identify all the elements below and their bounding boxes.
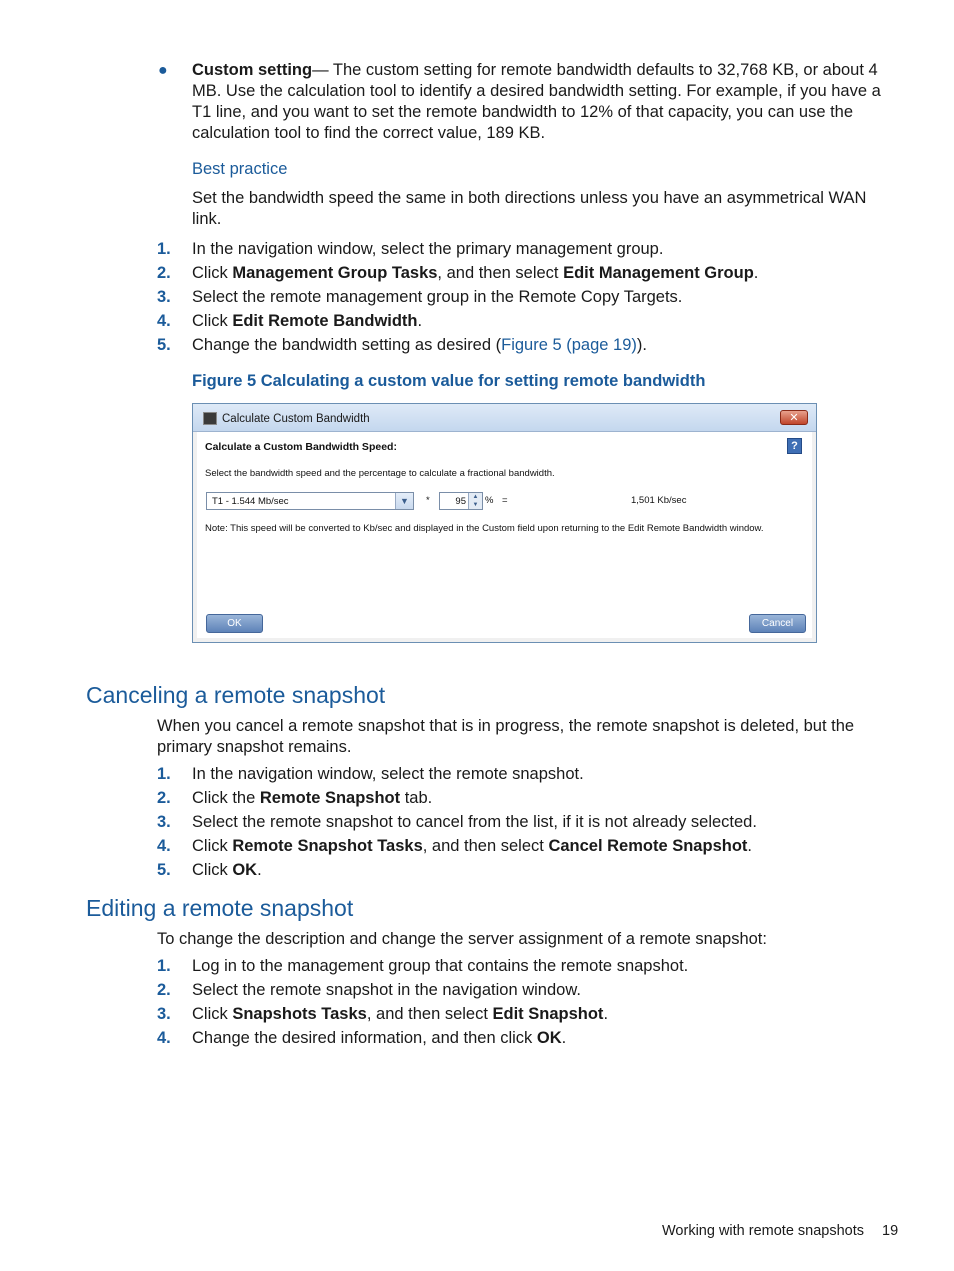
step-text-part: , and then select — [366, 1005, 493, 1023]
step-text-part: Change the desired information, and then click — [192, 1029, 537, 1047]
ui-term: Snapshots Tasks — [232, 1005, 367, 1023]
best-practice-text: Set the bandwidth speed the same in both directions unless you have an asymmetrical WAN link. — [192, 189, 867, 228]
figure-caption: Figure 5 Calculating a custom value for setting remote bandwidth — [192, 372, 706, 390]
bandwidth-speed-value: T1 - 1.544 Mb/sec — [212, 496, 289, 507]
spinner-arrows-icon[interactable]: ▲ ▼ — [468, 493, 482, 509]
canceling-steps-list — [157, 763, 897, 883]
step-text-part: In the navigation window, select the remote snapshot. — [192, 765, 584, 783]
step-text — [192, 1027, 566, 1049]
step-text — [192, 955, 688, 977]
chevron-down-icon[interactable]: ▼ — [395, 493, 413, 509]
step-text-part: Click — [192, 312, 233, 330]
step-text-part: Select the remote snapshot in the navigation window. — [192, 981, 581, 999]
step-text-part: . — [417, 312, 423, 330]
list-item — [157, 859, 897, 883]
list-item — [157, 1003, 897, 1027]
custom-setting-text: — The custom setting for remote bandwidth defaults to 32,768 KB, or about 4 MB. Use the calculation tool to identify a desired bandwidth setting. For example, if you have a T1 line, and you want to set the remote bandwidth to 12% of that capacity, you can use the calculation tool to find the correct value, 189 KB. — [192, 61, 881, 142]
step-number: 5. — [157, 336, 171, 354]
ui-term: Remote Snapshot — [259, 789, 401, 807]
step-text-part: ). — [636, 336, 647, 354]
list-item — [157, 1027, 897, 1051]
list-item — [157, 334, 897, 358]
footer-title: Working with remote snapshots — [662, 1223, 865, 1239]
best-practice-label: Best practice — [192, 160, 288, 178]
step-text-part: Select the remote management group in the Remote Copy Targets. — [192, 288, 683, 306]
ui-term: Management Group Tasks — [232, 264, 438, 282]
editing-intro: To change the description and change the server assignment of a remote snapshot: — [157, 930, 767, 948]
step-number: 2. — [157, 789, 171, 807]
step-text-part: Click — [192, 861, 233, 879]
list-item — [157, 979, 897, 1003]
multiply-symbol: * — [426, 495, 430, 506]
close-icon[interactable]: ✕ — [780, 410, 808, 425]
list-item — [157, 286, 897, 310]
step-text-part: . — [561, 1029, 567, 1047]
step-number: 1. — [157, 240, 171, 258]
bandwidth-result: 1,501 Kb/sec — [631, 495, 687, 506]
percentage-spinner[interactable] — [439, 492, 483, 510]
list-item — [157, 835, 897, 859]
step-text — [192, 286, 682, 308]
list-item — [157, 262, 897, 286]
bullet-marker: ● — [158, 62, 168, 79]
step-text — [192, 835, 752, 857]
list-item — [157, 811, 897, 835]
step-number: 3. — [157, 288, 171, 306]
editing-heading: Editing a remote snapshot — [86, 895, 354, 921]
step-number: 3. — [157, 813, 171, 831]
custom-setting-paragraph — [192, 60, 892, 144]
step-text-part: . — [257, 861, 262, 879]
bandwidth-speed-select[interactable] — [206, 492, 414, 510]
ui-term: OK — [536, 1029, 562, 1047]
step-text-part: In the navigation window, select the primary management group. — [192, 240, 664, 258]
canceling-intro: When you cancel a remote snapshot that is in progress, the remote snapshot is deleted, but the primary snapshot remains. — [157, 717, 855, 756]
canceling-heading: Canceling a remote snapshot — [86, 682, 386, 708]
step-text-part: Change the bandwidth setting as desired ( — [192, 336, 502, 354]
equals-sign: = — [502, 495, 508, 506]
step-text — [192, 763, 584, 785]
ui-term: Remote Snapshot Tasks — [232, 837, 423, 855]
ok-button[interactable]: OK — [206, 614, 263, 633]
step-text-part: . — [753, 264, 759, 282]
ui-term: Edit Snapshot — [492, 1005, 604, 1023]
step-text-part: Select the remote snapshot to cancel from the list, if it is not already selected. — [192, 813, 757, 831]
step-text-part: , and then select — [422, 837, 549, 855]
percent-sign: % — [485, 495, 494, 506]
ui-term: Edit Management Group — [563, 264, 754, 282]
step-text-part: . — [603, 1005, 609, 1023]
figure-link[interactable]: Figure 5 (page 19) — [501, 336, 637, 354]
step-text — [192, 238, 663, 260]
custom-setting-label: Custom setting — [192, 61, 313, 79]
step-text — [192, 262, 758, 284]
help-icon[interactable]: ? — [787, 438, 802, 454]
step-text — [192, 979, 581, 1001]
dialog-content — [197, 432, 812, 638]
list-item — [157, 310, 897, 334]
dialog-titlebar — [193, 404, 816, 432]
step-number: 2. — [157, 981, 171, 999]
step-text — [192, 334, 647, 356]
step-text — [192, 787, 432, 809]
cancel-button[interactable]: Cancel — [749, 614, 806, 633]
page-number: 19 — [882, 1223, 899, 1239]
dialog-description: Select the bandwidth speed and the percentage to calculate a fractional bandwidth. — [205, 468, 555, 479]
step-text — [192, 1003, 608, 1025]
dialog-heading: Calculate a Custom Bandwidth Speed: — [205, 441, 397, 453]
step-text-part: , and then select — [437, 264, 564, 282]
app-icon — [203, 412, 217, 425]
ui-term: Cancel Remote Snapshot — [548, 837, 748, 855]
editing-steps-list — [157, 955, 897, 1051]
step-number: 4. — [157, 1029, 171, 1047]
step-text — [192, 859, 262, 881]
step-number: 1. — [157, 765, 171, 783]
step-number: 2. — [157, 264, 171, 282]
step-text-part: tab. — [400, 789, 433, 807]
step-text-part: Click — [192, 837, 233, 855]
step-text — [192, 811, 757, 833]
step-number: 1. — [157, 957, 171, 975]
step-text-part: Click the — [192, 789, 260, 807]
step-text-part: . — [747, 837, 752, 855]
step-number: 4. — [157, 312, 171, 330]
step-text-part: Click — [192, 1005, 233, 1023]
list-item — [157, 787, 897, 811]
percentage-value: 95 — [455, 496, 466, 507]
step-number: 5. — [157, 861, 171, 879]
list-item — [157, 955, 897, 979]
list-item — [157, 763, 897, 787]
step-text — [192, 310, 422, 332]
ui-term: Edit Remote Bandwidth — [232, 312, 418, 330]
calculate-bandwidth-dialog — [192, 403, 817, 643]
list-item — [157, 238, 897, 262]
dialog-title: Calculate Custom Bandwidth — [222, 413, 370, 425]
step-text-part: Log in to the management group that contains the remote snapshot. — [192, 957, 689, 975]
dialog-note: Note: This speed will be converted to Kb/sec and displayed in the Custom field upon returning to the Edit Remote Bandwidth window. — [205, 523, 764, 534]
ui-term: OK — [232, 861, 258, 879]
bandwidth-steps-list — [157, 238, 897, 358]
step-number: 3. — [157, 1005, 171, 1023]
step-number: 4. — [157, 837, 171, 855]
step-text-part: Click — [192, 264, 233, 282]
